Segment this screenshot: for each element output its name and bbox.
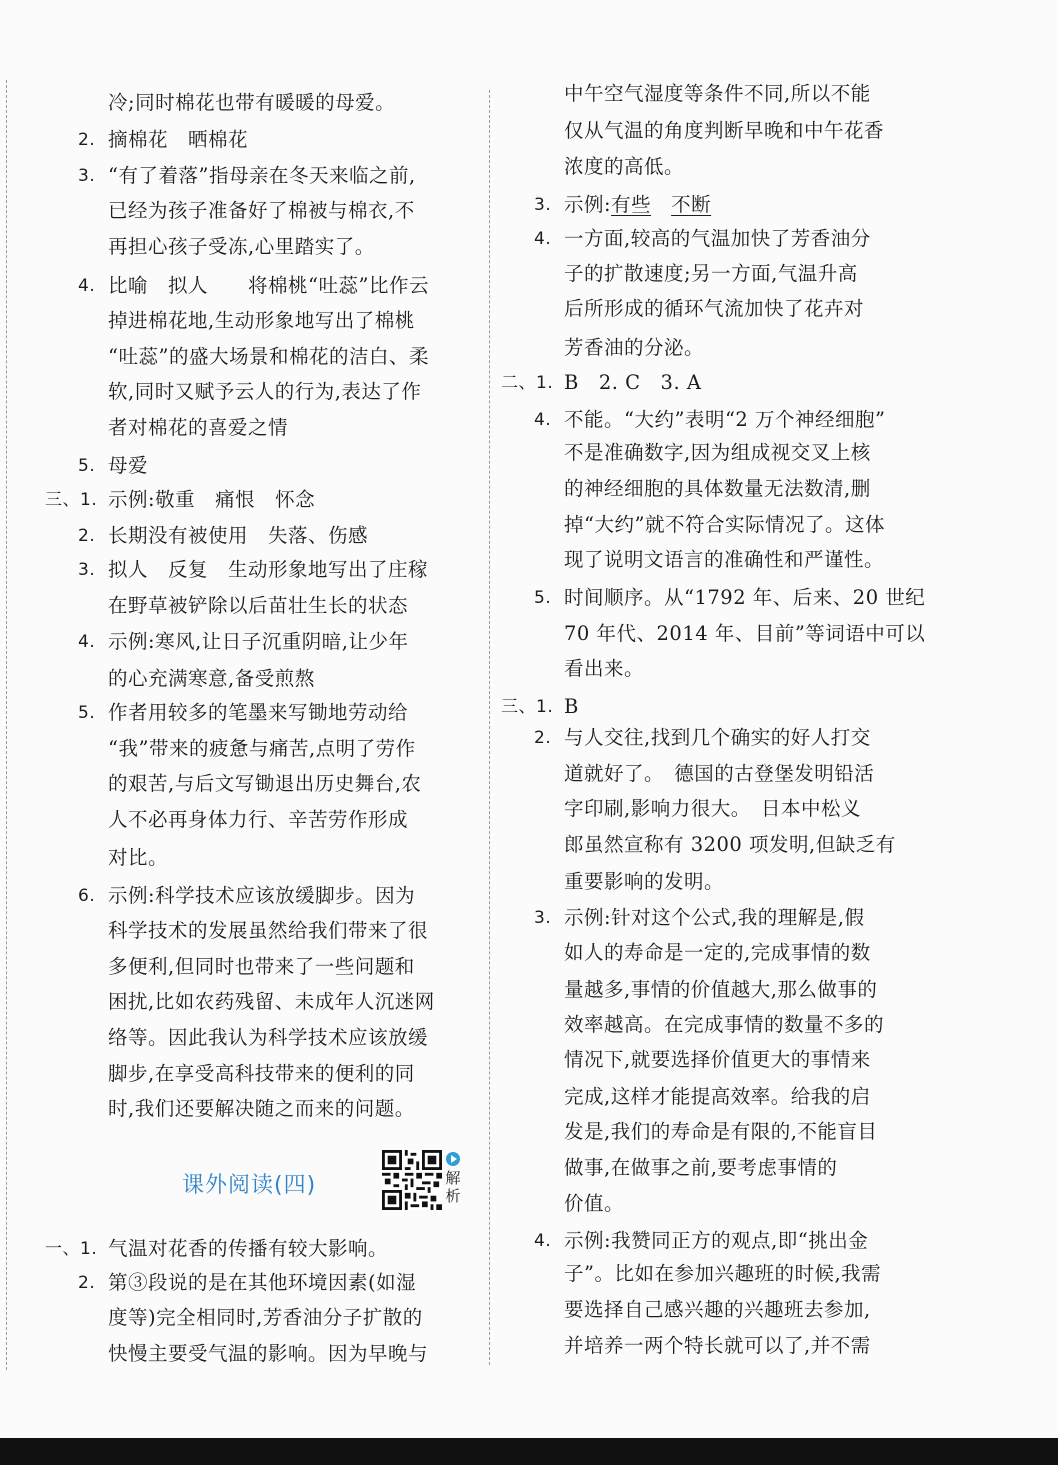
question-number: 2. — [78, 526, 96, 546]
answer-line: 效率越高。在完成事情的数量不多的 — [564, 1013, 885, 1036]
answer-line: 发是,我们的寿命是有限的,不能盲目 — [564, 1120, 878, 1143]
answer-line: 长期没有被使用 失落、伤感 — [108, 524, 369, 547]
answer-line: 不是准确数字,因为组成视交叉上核 — [564, 441, 871, 464]
answer-line: 的神经细胞的具体数量无法数清,删 — [564, 477, 871, 500]
answer-line: 作者用较多的笔墨来写锄地劳动给 — [108, 701, 409, 724]
qr-analysis-label: 解 析 — [444, 1152, 462, 1205]
answer-line: 示例:针对这个公式,我的理解是,假 — [564, 906, 865, 929]
answer-line: 第③段说的是在其他环境因素(如湿 — [108, 1271, 417, 1294]
answer-line: 冷;同时棉花也带有暖暖的母爱。 — [108, 91, 396, 114]
answer-line: 母爱 — [108, 454, 149, 477]
question-number: 2. — [78, 1273, 96, 1293]
answer-line: 快慢主要受气温的影响。因为早晚与 — [108, 1342, 429, 1365]
answer-line: 示例:敬重 痛恨 怀念 — [108, 488, 316, 511]
answer-line: 中午空气湿度等条件不同,所以不能 — [564, 82, 871, 105]
answer-line: 量越多,事情的价值越大,那么做事的 — [564, 978, 878, 1001]
answer-line: 在野草被铲除以后苗壮生长的状态 — [108, 594, 409, 617]
answer-line: 时,我们还要解决随之而来的问题。 — [108, 1097, 415, 1120]
answer-line: 对比。 — [108, 846, 169, 869]
answer-line: 仅从气温的角度判断早晚和中午花香 — [564, 119, 885, 142]
answer-line: 时间顺序。从“1792 年、后来、20 世纪 — [564, 586, 926, 609]
answer-line: 70 年代、2014 年、目前”等词语中可以 — [564, 622, 926, 645]
question-number: 4. — [534, 410, 552, 430]
question-number: 3. — [78, 166, 96, 186]
answer-line: 重要影响的发明。 — [564, 870, 725, 893]
question-number: 3. — [534, 908, 552, 928]
question-number: 3. — [534, 195, 552, 215]
answer-line: 脚步,在享受高科技带来的便利的同 — [108, 1062, 415, 1085]
answer-line: 子”。比如在参加兴趣班的时候,我需 — [564, 1262, 882, 1285]
answer-line: 再担心孩子受冻,心里踏实了。 — [108, 235, 375, 258]
answer-line: 气温对花香的传播有较大影响。 — [108, 1237, 389, 1260]
fill-blank-answer: 有些 — [611, 193, 652, 216]
answer-line: 看出来。 — [564, 657, 645, 680]
answer-line: 字印刷,影响力很大。 日本中松义 — [564, 797, 861, 820]
answer-line: 比喻 拟人 将棉桃“吐蕊”比作云 — [108, 274, 429, 297]
answer-line: 掉进棉花地,生动形象地写出了棉桃 — [108, 309, 415, 332]
qr-code-icon[interactable] — [382, 1150, 442, 1210]
answer-line: 摘棉花 晒棉花 — [108, 128, 249, 151]
answer-line: 后所形成的循环气流加快了花卉对 — [564, 297, 865, 320]
answer-line: 多便利,但同时也带来了一些问题和 — [108, 955, 415, 978]
question-number: 三、1. — [501, 697, 554, 717]
section-title: 课外阅读(四) — [182, 1173, 317, 1198]
question-number: 5. — [78, 703, 96, 723]
question-number: 4. — [534, 229, 552, 249]
answer-line: 的艰苦,与后文写锄退出历史舞台,农 — [108, 772, 422, 795]
question-number: 2. — [534, 728, 552, 748]
answer-line: 度等)完全相同时,芳香油分子扩散的 — [108, 1306, 423, 1329]
question-number: 5. — [534, 588, 552, 608]
answer-line: 已经为孩子准备好了棉被与棉衣,不 — [108, 199, 415, 222]
answer-line: 人不必再身体力行、辛苦劳作形成 — [108, 808, 409, 831]
question-number: 5. — [78, 456, 96, 476]
answer-line: 郎虽然宣称有 3200 项发明,但缺乏有 — [564, 833, 896, 856]
answer-line: 者对棉花的喜爱之情 — [108, 416, 289, 439]
answer-line: 价值。 — [564, 1192, 625, 1215]
question-number: 4. — [78, 632, 96, 652]
answer-line: 情况下,就要选择价值更大的事情来 — [564, 1048, 871, 1071]
answer-line: 子的扩散速度;另一方面,气温升高 — [564, 262, 858, 285]
answer-line: “有了着落”指母亲在冬天来临之前, — [108, 164, 416, 187]
answer-line: 与人交往,找到几个确实的好人打交 — [564, 726, 871, 749]
play-icon — [446, 1152, 460, 1166]
answer-line: 示例:我赞同正方的观点,即“挑出金 — [564, 1229, 869, 1252]
answer-line: 完成,这样才能提高效率。给我的启 — [564, 1085, 871, 1108]
answer-line: 芳香油的分泌。 — [564, 336, 705, 359]
question-number: 二、1. — [501, 373, 554, 393]
answer-line: 示例:寒风,让日子沉重阴暗,让少年 — [108, 630, 409, 653]
question-number: 4. — [78, 276, 96, 296]
answer-line: 示例:科学技术应该放缓脚步。因为 — [108, 884, 416, 907]
scan-bottom-edge — [0, 1438, 1058, 1465]
answer-line: 软,同时又赋予云人的行为,表达了作 — [108, 380, 422, 403]
question-number: 6. — [78, 886, 96, 906]
answer-line: 浓度的高低。 — [564, 155, 685, 178]
answer-line: “我”带来的疲惫与痛苦,点明了劳作 — [108, 737, 416, 760]
answer-line: 掉“大约”就不符合实际情况了。这体 — [564, 513, 885, 536]
answer-line: 并培养一两个特长就可以了,并不需 — [564, 1334, 871, 1357]
answer-line: 现了说明文语言的准确性和严谨性。 — [564, 548, 885, 571]
question-number: 2. — [78, 130, 96, 150]
question-number: 一、1. — [45, 1239, 98, 1259]
question-number: 4. — [534, 1231, 552, 1251]
answer-line: 如人的寿命是一定的,完成事情的数 — [564, 941, 871, 964]
answer-line: 科学技术的发展虽然给我们带来了很 — [108, 919, 429, 942]
answer-line: B 2. C 3. A — [564, 371, 702, 394]
left-cut-line — [6, 80, 9, 1370]
answer-line: 示例:有些 不断 — [564, 193, 712, 216]
answer-line: 拟人 反复 生动形象地写出了庄稼 — [108, 558, 429, 581]
answer-line: 不能。“大约”表明“2 万个神经细胞” — [564, 408, 886, 431]
question-number: 三、1. — [45, 490, 98, 510]
fill-blank-answer: 不断 — [671, 193, 712, 216]
column-divider — [489, 90, 490, 1365]
answer-line: 道就好了。 德国的古登堡发明铅活 — [564, 762, 875, 785]
answer-line: 做事,在做事之前,要考虑事情的 — [564, 1156, 838, 1179]
answer-line: 要选择自己感兴趣的兴趣班去参加, — [564, 1298, 871, 1321]
question-number: 3. — [78, 560, 96, 580]
answer-line: B — [564, 695, 579, 718]
answer-line: 一方面,较高的气温加快了芳香油分 — [564, 227, 871, 250]
answer-line: 困扰,比如农药残留、未成年人沉迷网 — [108, 990, 435, 1013]
answer-line: 的心充满寒意,备受煎熬 — [108, 667, 315, 690]
answer-line: 络等。因此我认为科学技术应该放缓 — [108, 1026, 429, 1049]
answer-line: “吐蕊”的盛大场景和棉花的洁白、柔 — [108, 345, 429, 368]
